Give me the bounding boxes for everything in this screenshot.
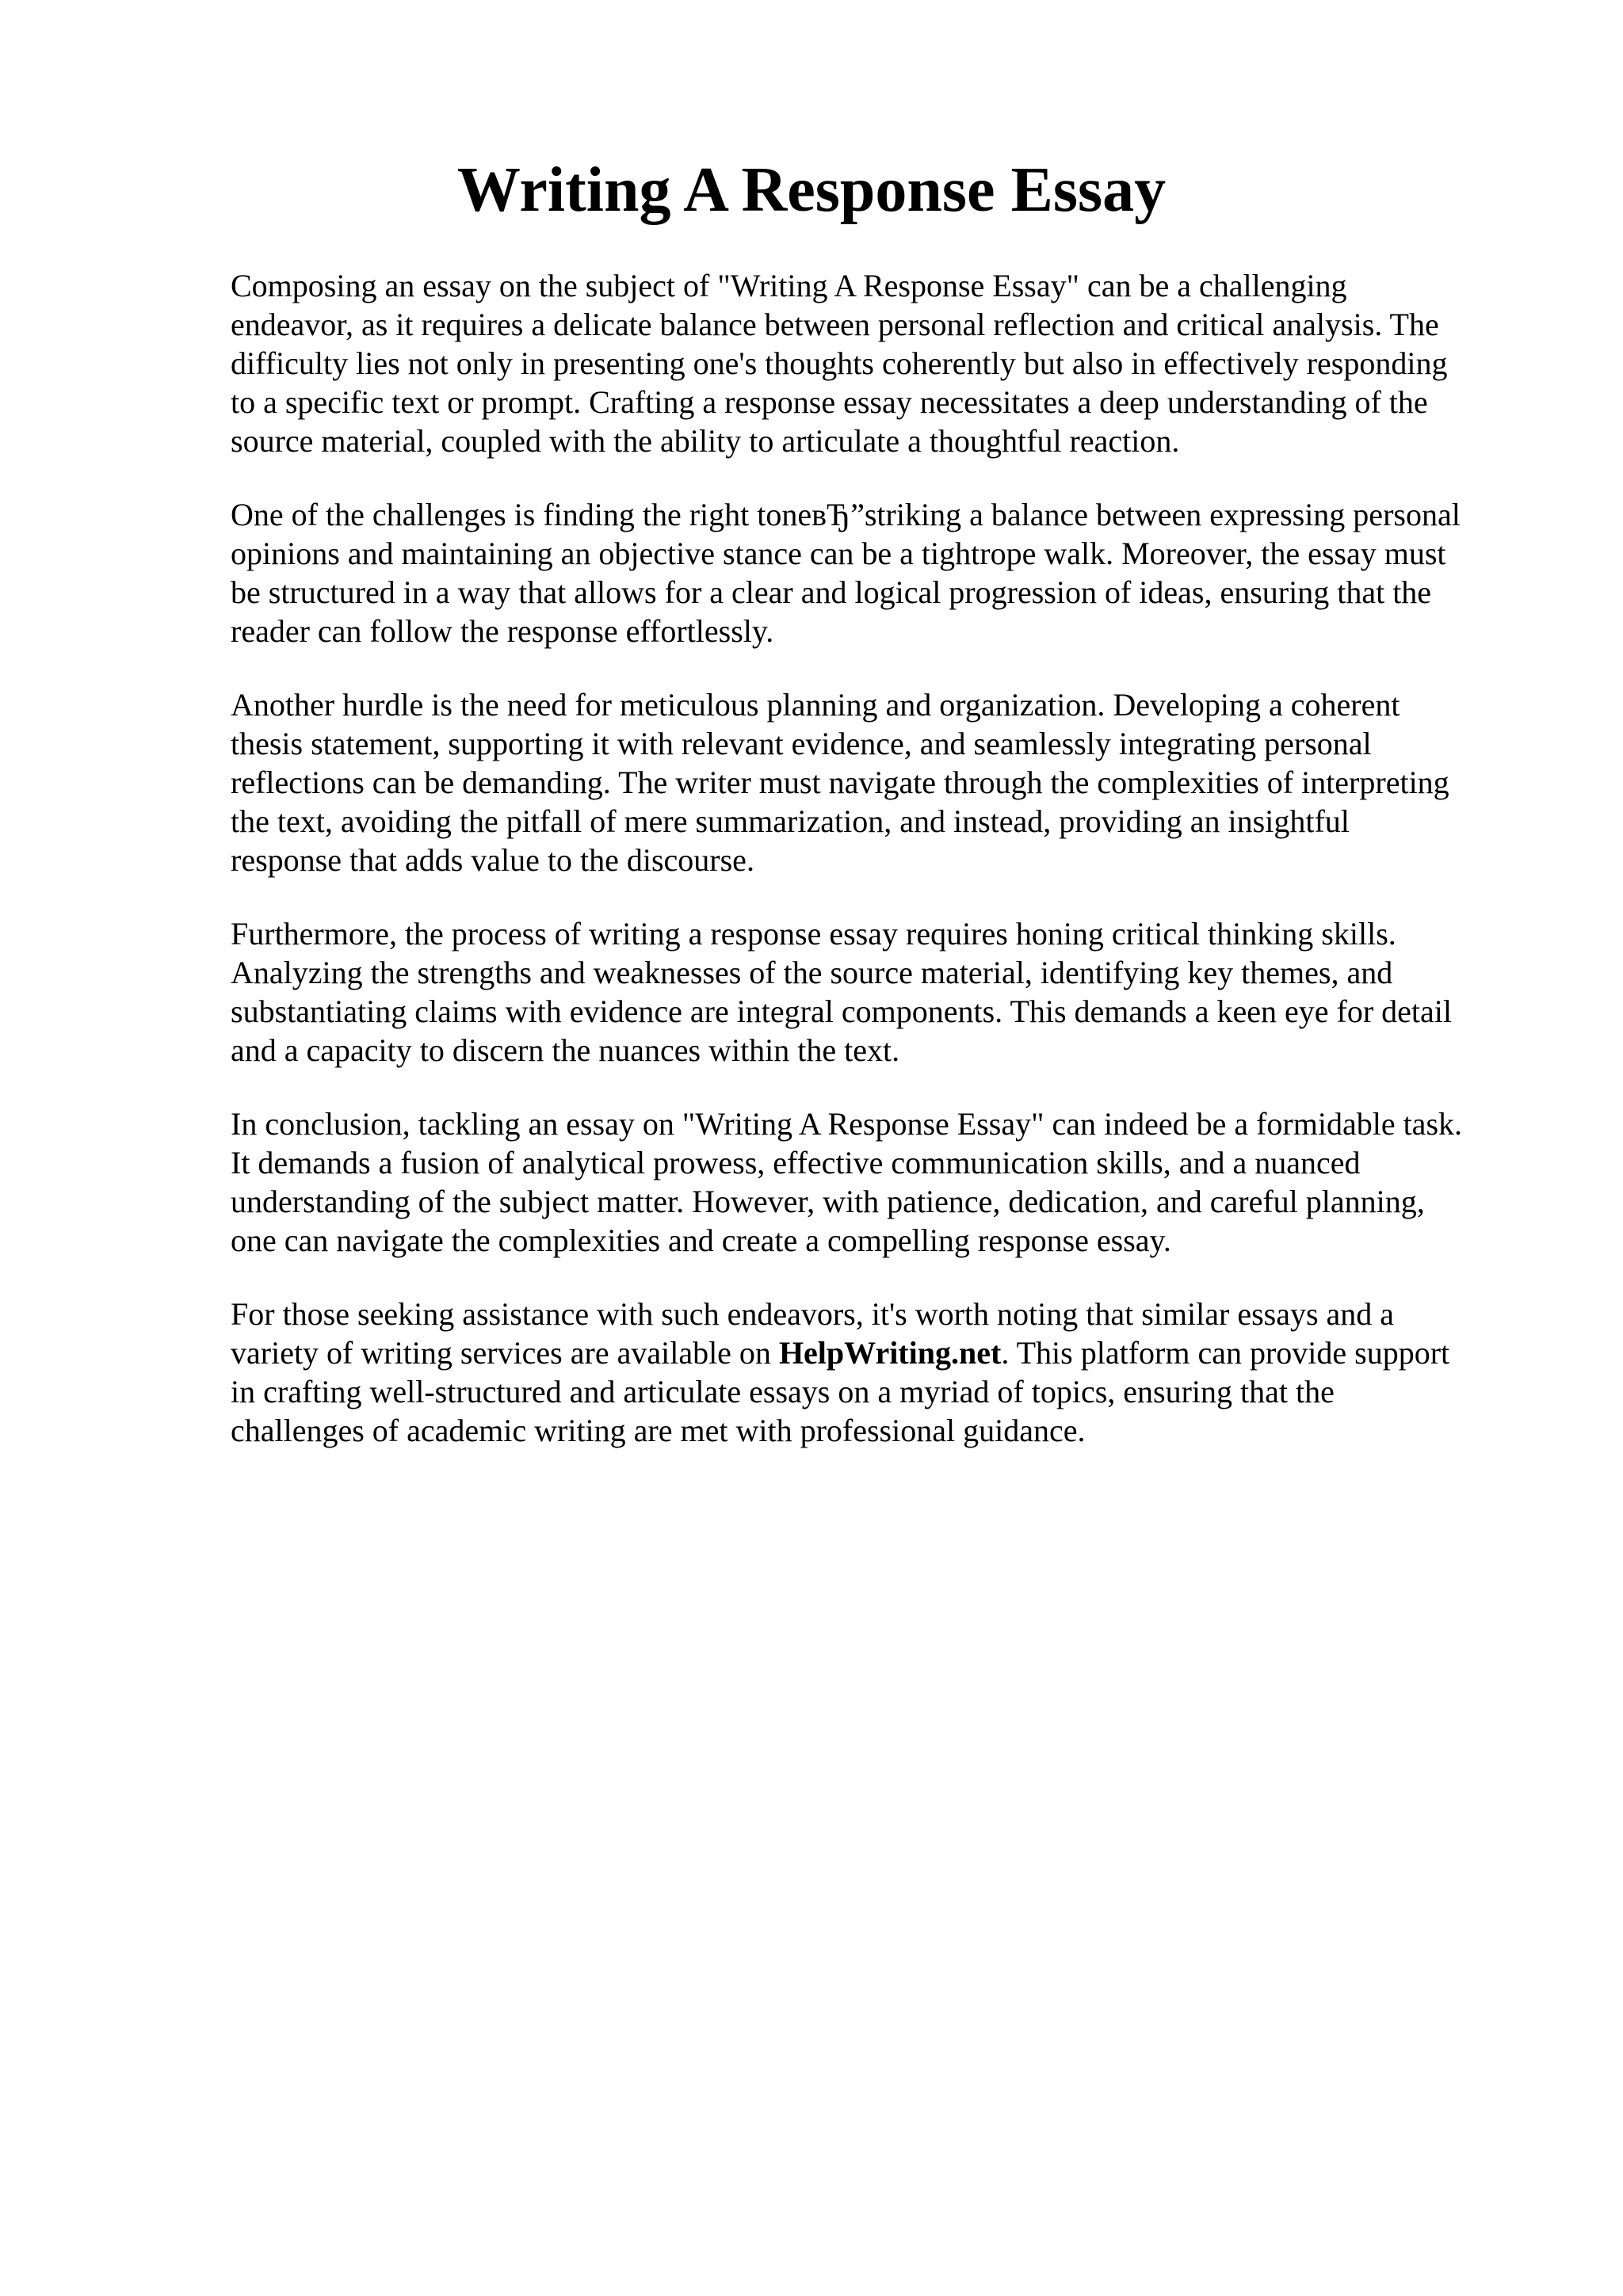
paragraph-conclusion: In conclusion, tackling an essay on "Writing A Response Essay" can indeed be a formidable task. It demands a fusion of analytical prowess, effective communication skills, and a nuanced understanding of the subject matter. However, with patience, dedication, and careful planning, one can navigate the complexities and create a compelling response essay.: [231, 1106, 1463, 1258]
paragraph-planning: Another hurdle is the need for meticulous planning and organization. Developing a coherent thesis statement, supporting it with relevant evidence, and seamlessly integrating personal reflections can be demanding. The writer must navigate through the complexities of interpreting the text, avoiding the pitfall of mere summarization, and instead, providing an insightful response that adds value to the discourse.: [231, 687, 1449, 878]
assistance-text-after: . This platform can provide support in crafting well-structured and articulate essays on a myriad of topics, ensuring that the challenges of academic writing are met with professional guidance.: [231, 1335, 1450, 1448]
paragraph-critical-thinking: Furthermore, the process of writing a response essay requires honing critical thinking skills. Analyzing the strengths and weaknesses of the source material, identifying key themes, and substantiating claims with evidence are integral components. This demands a keen eye for detail and a capacity to discern the nuances within the text.: [231, 916, 1452, 1068]
assistance-text-before: For those seeking assistance with such endeavors, it's worth noting that similar essays and a variety of writing services are available on: [231, 1296, 1395, 1371]
helpwriting-brand-text: HelpWriting.net: [778, 1335, 1002, 1371]
paragraph-intro: Composing an essay on the subject of "Writing A Response Essay" can be a challenging endeavor, as it requires a delicate balance between personal reflection and critical analysis. The difficulty lies not only in presenting one's thoughts coherently but also in effectively responding to a specific text or prompt. Crafting a response essay necessitates a deep understanding of the source material, coupled with the ability to articulate a thoughtful reaction.: [231, 268, 1448, 459]
paragraph-assistance: [231, 1295, 1530, 1450]
page-title: Writing A Response Essay: [456, 155, 1167, 225]
paragraph-tone: One of the challenges is finding the right toneвЂ”striking a balance between expressing personal opinions and maintaining an objective stance can be a tightrope walk. Moreover, the essay must be structured in a way that allows for a clear and logical progression of ideas, ensuring that the reader can follow the response effortlessly.: [231, 497, 1461, 649]
essay-body: [231, 266, 1530, 1485]
